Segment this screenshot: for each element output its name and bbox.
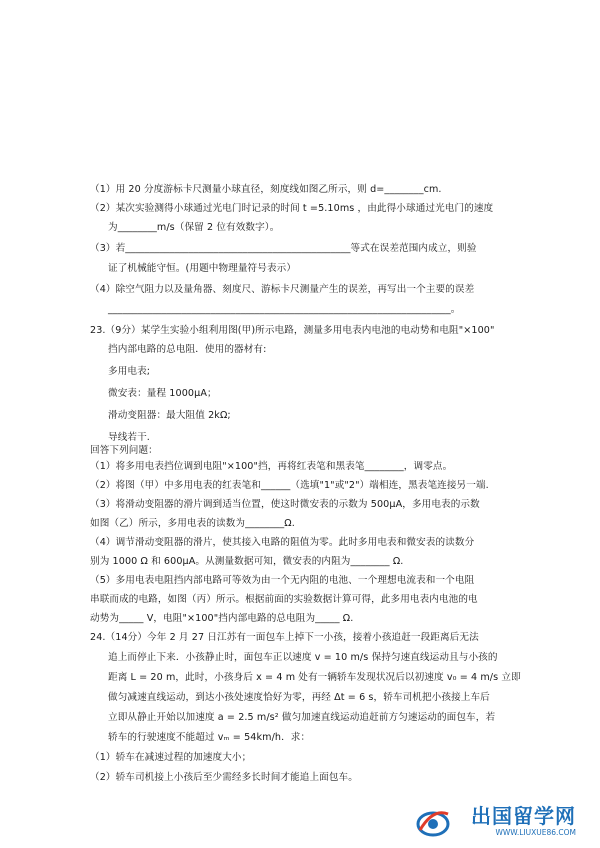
q23-part4-line2: 别为 1000 Ω 和 600μA。从测量数据可知，微安表的内阻为________ Ω. [90,556,404,567]
q23-part4-line1: （4）调节滑动变阻器的滑片，使其接入电路的阻值为零。此时多用电表和微安表的读数分 [90,537,475,548]
q24-part2: （2）轿车司机接上小孩后至少需经多长时间才能追上面包车。 [90,772,358,783]
q24-line4: 做匀减速直线运动，到达小孩处速度恰好为零，再经 Δt = 6 s，轿车司机把小孩接上车后 [108,692,490,703]
watermark-url: WWW.LIUXUE86.COM [495,828,576,837]
q23-part2: （2）将图（甲）中多用电表的红表笔和______（选填"1"或"2"）端相连，黑表笔连接另一端. [90,480,489,491]
q24-line6: 轿车的行驶速度不能超过 vₘ = 54km/h．求： [108,732,311,743]
q23-equipment-2: 微安表：量程 1000μA； [108,388,217,399]
q22-part4-line2: ______________________________________________________________________。 [108,304,461,315]
q22-part1: （1）用 20 分度游标卡尺测量小球直径，刻度线如图乙所示，则 d=________cm. [90,184,442,195]
q23-header-line1: 23.（9分）某学生实验小组利用图(甲)所示电路，测量多用电表内电池的电动势和电阻"×100" [90,325,495,336]
q23-part5-line1: （5）多用电表电阻挡内部电路可等效为由一个无内阻的电池、一个理想电流表和一个电阻 [90,575,475,586]
q23-prompt: 回答下列问题： [90,445,158,456]
q24-line1: 24.（14分）今年 2 月 27 日江苏有一面包车上掉下一小孩，接着小孩追赶一段距离后无法 [90,632,479,643]
q24-line3: 距离 L = 20 m，此时，小孩身后 x = 4 m 处有一辆轿车发现状况后以初速度 v₀ = 4 m/s 立即 [108,672,521,683]
q22-part4-line1: （4）除空气阻力以及量角器、刻度尺、游标卡尺测量产生的误差，再写出一个主要的误差 [90,284,475,295]
q23-part3-line2: 如图（乙）所示，多用电表的读数为________Ω. [90,518,295,529]
q23-part5-line2: 串联而成的电路，如图（丙）所示。根据前面的实验数据计算可得，此多用电表内电池的电 [90,594,478,605]
q23-header-line2: 挡内部电路的总电阻．使用的器材有: [108,344,267,355]
q23-equipment-1: 多用电表; [108,366,151,377]
watermark-brand: 出国留学网 [471,804,576,828]
q22-part3-line1: （3）若______________________________________________等式在误差范围内成立，则验 [90,243,477,254]
q22-part3-line2: 证了机械能守恒。(用题中物理量符号表示） [108,263,297,274]
globe-swoosh-logo-icon [414,802,452,840]
q24-line5: 立即从静止开始以加速度 a = 2.5 m/s² 做匀加速直线运动追赶前方匀速运动的面包车，若 [108,712,496,723]
q24-part1: （1）轿车在减速过程的加速度大小； [90,752,252,763]
q23-part1: （1）将多用电表挡位调到电阻"×100"挡，再将红表笔和黑表笔________，调零点。 [90,461,453,472]
q24-line2: 追上而停止下来．小孩静止时，面包车正以速度 v = 10 m/s 保持匀速直线运动且与小孩的 [108,652,498,663]
q23-part3-line1: （3）将滑动变阻器的滑片调到适当位置，使这时微安表的示数为 500μA，多用电表的示数 [90,499,480,510]
q23-equipment-3: 滑动变阻器：最大阻值 2kΩ; [108,410,231,421]
q23-part5-line3: 动势为_____ V，电阻"×100"挡内部电路的总电阻为_____ Ω. [90,613,354,624]
watermark [414,800,594,844]
q22-part2-line2: 为________m/s（保留 2 位有效数字）。 [108,222,280,233]
q23-equipment-4: 导线若干. [108,432,150,443]
q22-part2-line1: （2）某次实验测得小球通过光电门时记录的时间 t =5.10ms ，由此得小球通过光电门的速度 [90,203,494,214]
